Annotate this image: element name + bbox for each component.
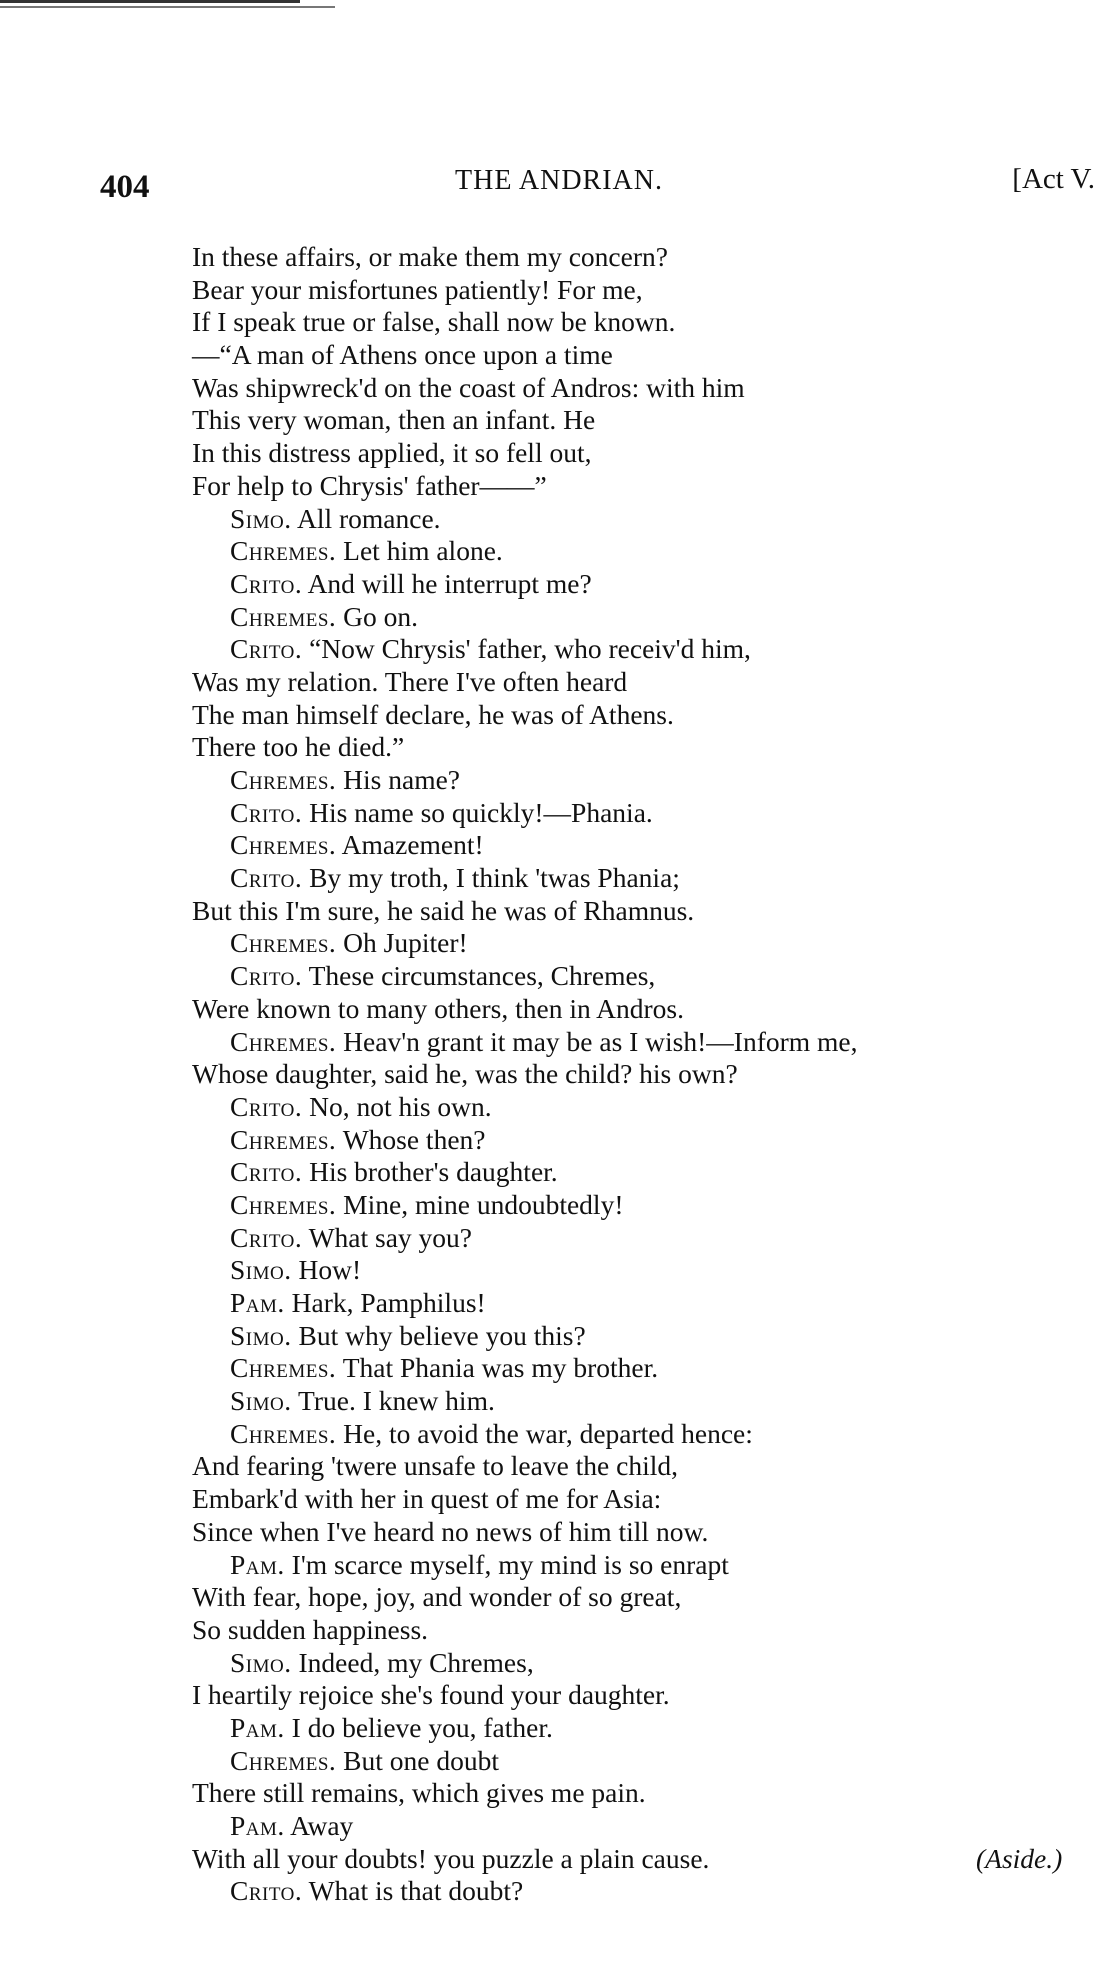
line-text: His name? <box>343 764 461 795</box>
play-text <box>192 241 1092 1908</box>
speech-line <box>192 1287 1092 1320</box>
speaker-name: Crito. <box>230 633 303 665</box>
stage-direction: (Aside.) <box>976 1842 1063 1874</box>
speaker-name: Chremes. <box>230 829 337 861</box>
speaker-name: Chremes. <box>230 600 337 632</box>
line-text: I heartily rejoice she's found your daughter. <box>192 1679 670 1711</box>
line-text: What say you? <box>308 1221 473 1253</box>
running-title: THE ANDRIAN. <box>455 165 663 196</box>
speaker-name: Crito. <box>230 1156 303 1188</box>
speaker-name: Chremes. <box>230 764 337 795</box>
speaker-name: Crito. <box>230 1221 303 1253</box>
page-number: 404 <box>100 169 150 205</box>
speaker-name: Pam. <box>230 1287 285 1318</box>
speech-line <box>192 927 1092 960</box>
speech-line <box>192 1254 1092 1287</box>
speaker-name: Pam. <box>230 1810 285 1841</box>
verse-line <box>192 1777 1092 1810</box>
speech-line <box>192 1222 1092 1255</box>
line-text: Was shipwreck'd on the coast of Andros: with him <box>192 371 745 403</box>
speech-line <box>192 1156 1092 1189</box>
speech-line <box>192 764 1092 797</box>
speech-line <box>192 1549 1092 1582</box>
verse-line <box>192 993 1092 1026</box>
speaker-name: Simo. <box>230 1254 292 1286</box>
verse-line <box>192 895 1092 928</box>
verse-line <box>192 1614 1092 1647</box>
line-text: Whose daughter, said he, was the child? his own? <box>192 1058 738 1090</box>
speech-line <box>192 1352 1092 1385</box>
line-text: But one doubt <box>343 1744 500 1776</box>
speech-line <box>192 503 1092 536</box>
speech-line <box>192 1647 1092 1680</box>
line-text: Away <box>290 1810 354 1841</box>
line-text: If I speak true or false, shall now be known. <box>192 306 676 338</box>
verse-line <box>192 1679 1092 1712</box>
line-text: With fear, hope, joy, and wonder of so great, <box>192 1581 682 1613</box>
speech-line <box>192 1712 1092 1745</box>
line-text: I'm scarce myself, my mind is so enrapt <box>291 1548 729 1580</box>
speaker-name: Crito. <box>230 862 303 894</box>
verse-line <box>192 731 1092 764</box>
line-text: Mine, mine undoubtedly! <box>343 1188 624 1220</box>
line-text: His brother's daughter. <box>309 1156 558 1188</box>
line-text: Oh Jupiter! <box>343 927 468 959</box>
speaker-name: Simo. <box>230 1646 292 1678</box>
line-text: With all your doubts! you puzzle a plain cause. <box>192 1842 710 1874</box>
line-text: All romance. <box>296 502 441 534</box>
speech-line <box>192 1418 1092 1451</box>
line-text: His name so quickly!—Phania. <box>309 796 653 828</box>
speech-line <box>192 1026 1092 1059</box>
speaker-name: Simo. <box>230 502 292 534</box>
line-text: And will he interrupt me? <box>307 567 592 599</box>
speaker-name: Crito. <box>230 567 303 599</box>
line-text: There still remains, which gives me pain. <box>192 1777 646 1809</box>
speaker-name: Pam. <box>230 1711 285 1743</box>
verse-line <box>192 404 1092 437</box>
line-text: Hark, Pamphilus! <box>291 1287 486 1318</box>
line-text: In this distress applied, it so fell out, <box>192 437 592 469</box>
line-text: This very woman, then an infant. He <box>192 404 596 436</box>
speaker-name: Pam. <box>230 1548 285 1580</box>
speech-line <box>192 1091 1092 1124</box>
line-text: Was my relation. There I've often heard <box>192 665 628 697</box>
line-text: No, not his own. <box>309 1090 492 1122</box>
line-text: Whose then? <box>342 1123 486 1155</box>
speech-line <box>192 829 1092 862</box>
line-text: But why believe you this? <box>298 1319 586 1351</box>
verse-line <box>192 1450 1092 1483</box>
line-text: What is that doubt? <box>308 1875 524 1907</box>
speaker-name: Simo. <box>230 1385 292 1417</box>
speech-line <box>192 568 1092 601</box>
line-text: These circumstances, Chremes, <box>308 960 656 992</box>
speech-line <box>192 1124 1092 1157</box>
speech-line <box>192 797 1092 830</box>
line-text: Indeed, my Chremes, <box>298 1646 534 1678</box>
line-text: The man himself declare, he was of Athens. <box>192 698 674 730</box>
verse-line <box>192 274 1092 307</box>
line-text: Let him alone. <box>343 535 503 567</box>
verse-line <box>192 372 1092 405</box>
line-text: In these affairs, or make them my concern? <box>192 241 668 272</box>
speaker-name: Crito. <box>230 796 303 828</box>
speaker-name: Simo. <box>230 1319 292 1351</box>
speech-line <box>192 535 1092 568</box>
speaker-name: Chremes. <box>230 1417 337 1449</box>
verse-line <box>192 1058 1092 1091</box>
line-text: There too he died.” <box>192 731 405 763</box>
verse-line <box>192 1516 1092 1549</box>
line-text: Heav'n grant it may be as I wish!—Inform me, <box>343 1025 858 1057</box>
verse-line <box>192 241 1092 274</box>
speaker-name: Chremes. <box>230 1123 337 1155</box>
line-text: Amazement! <box>341 829 484 861</box>
line-text: Were known to many others, then in Andros. <box>192 992 684 1024</box>
verse-line <box>192 339 1092 372</box>
scan-edge-rule <box>0 0 300 3</box>
scan-edge-rule-secondary <box>0 6 335 8</box>
act-label: [Act V. <box>1012 163 1095 195</box>
line-text: Bear your misfortunes patiently! For me, <box>192 273 643 305</box>
speech-line <box>192 960 1092 993</box>
speech-line <box>192 1189 1092 1222</box>
line-text: That Phania was my brother. <box>342 1352 659 1384</box>
speaker-name: Crito. <box>230 960 303 992</box>
speech-line <box>192 1745 1092 1778</box>
speech-line <box>192 1320 1092 1353</box>
line-text: By my troth, I think 'twas Phania; <box>309 862 680 894</box>
speaker-name: Crito. <box>230 1875 303 1907</box>
verse-line <box>192 437 1092 470</box>
verse-line <box>192 1843 1092 1876</box>
speaker-name: Chremes. <box>230 1025 337 1057</box>
line-text: True. I knew him. <box>298 1385 495 1417</box>
speaker-name: Chremes. <box>230 1352 337 1384</box>
verse-line <box>192 1483 1092 1516</box>
verse-line <box>192 306 1092 339</box>
line-text: So sudden happiness. <box>192 1613 429 1645</box>
line-text: Since when I've heard no news of him till now. <box>192 1515 709 1547</box>
speaker-name: Chremes. <box>230 535 337 567</box>
line-text: How! <box>298 1254 362 1286</box>
line-text: I do believe you, father. <box>291 1711 553 1743</box>
verse-line <box>192 470 1092 503</box>
speech-line <box>192 1810 1092 1843</box>
speaker-name: Chremes. <box>230 1188 337 1220</box>
page-header <box>100 163 1095 213</box>
speech-line <box>192 1875 1092 1908</box>
line-text: “Now Chrysis' father, who receiv'd him, <box>309 633 751 665</box>
line-text: For help to Chrysis' father——” <box>192 469 547 501</box>
verse-line <box>192 1581 1092 1614</box>
speaker-name: Chremes. <box>230 927 337 959</box>
line-text: —“A man of Athens once upon a time <box>192 339 613 371</box>
speaker-name: Chremes. <box>230 1744 337 1776</box>
verse-line <box>192 699 1092 732</box>
speech-line <box>192 633 1092 666</box>
speaker-name: Crito. <box>230 1090 303 1122</box>
line-text: Go on. <box>343 600 419 632</box>
verse-line <box>192 666 1092 699</box>
line-text: He, to avoid the war, departed hence: <box>343 1417 753 1449</box>
line-text: Embark'd with her in quest of me for Asia: <box>192 1483 662 1515</box>
line-text: But this I'm sure, he said he was of Rhamnus. <box>192 894 695 926</box>
line-text: And fearing 'twere unsafe to leave the child, <box>192 1450 679 1482</box>
speech-line <box>192 601 1092 634</box>
speech-line <box>192 862 1092 895</box>
speech-line <box>192 1385 1092 1418</box>
